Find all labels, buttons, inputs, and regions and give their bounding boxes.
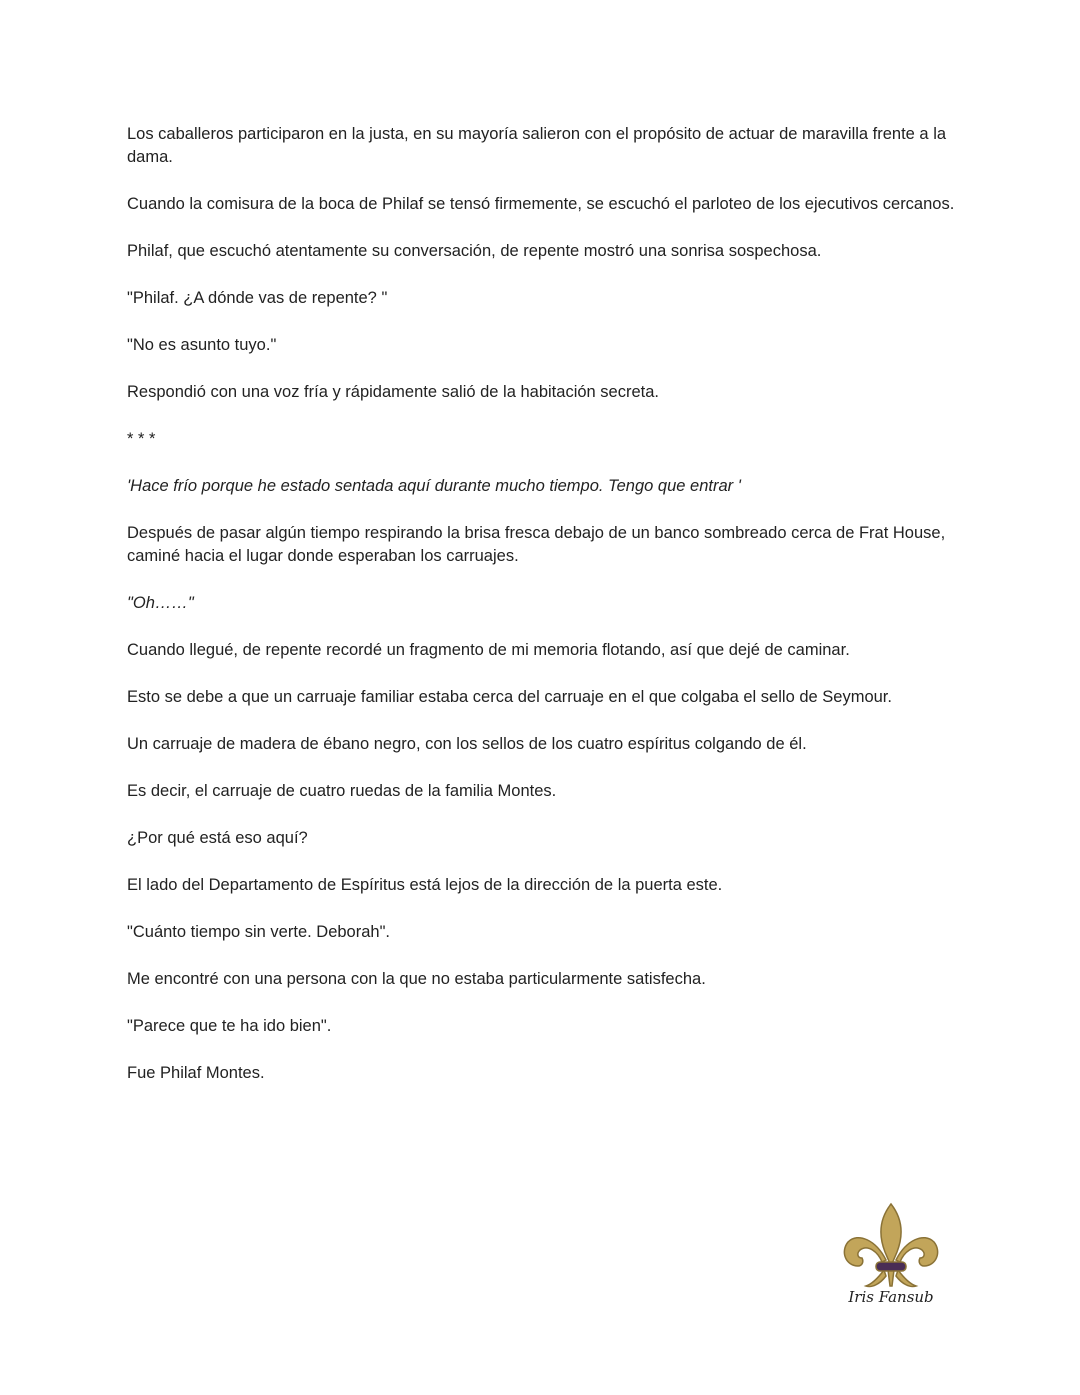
dialogue-line: "Philaf. ¿A dónde vas de repente? " [127, 289, 388, 307]
inner-thought: 'Hace frío porque he estado sentada aquí durante mucho tiempo. Tengo que entrar ' [127, 477, 741, 495]
paragraph: Un carruaje de madera de ébano negro, con los sellos de los cuatro espíritus colgando de él. [127, 735, 807, 753]
dialogue-line: "Cuánto tiempo sin verte. Deborah". [127, 923, 391, 941]
document-body [127, 123, 957, 1109]
paragraph: Cuando llegué, de repente recordé un fragmento de mi memoria flotando, así que dejé de caminar. [127, 641, 850, 659]
paragraph: ¿Por qué está eso aquí? [127, 829, 308, 847]
inner-thought: "Oh……" [127, 594, 194, 612]
paragraph: Respondió con una voz fría y rápidamente salió de la habitación secreta. [127, 383, 659, 401]
paragraph: Fue Philaf Montes. [127, 1064, 265, 1082]
paragraph: Cuando la comisura de la boca de Philaf se tensó firmemente, se escuchó el parloteo de los ejecutivos cercanos. [127, 195, 955, 213]
paragraph: Me encontré con una persona con la que no estaba particularmente satisfecha. [127, 970, 706, 988]
paragraph: Los caballeros participaron en la justa, en su mayoría salieron con el propósito de actuar de maravilla frente a la dama. [127, 125, 947, 166]
paragraph: Esto se debe a que un carruaje familiar estaba cerca del carruaje en el que colgaba el sello de Seymour. [127, 688, 892, 706]
dialogue-line: "Parece que te ha ido bien". [127, 1017, 332, 1035]
paragraph: Philaf, que escuchó atentamente su conversación, de repente mostró una sonrisa sospechosa. [127, 242, 822, 260]
paragraph: El lado del Departamento de Espíritus está lejos de la dirección de la puerta este. [127, 876, 723, 894]
logo-text: Iris Fansub [848, 1288, 934, 1306]
scene-break: * * * [127, 430, 156, 448]
dialogue-line: "No es asunto tuyo." [127, 336, 277, 354]
paragraph: Es decir, el carruaje de cuatro ruedas de la familia Montes. [127, 782, 557, 800]
fleur-de-lis-icon [836, 1200, 946, 1290]
iris-fansub-logo [836, 1200, 946, 1320]
paragraph: Después de pasar algún tiempo respirando la brisa fresca debajo de un banco sombreado cerca de Frat House, caminé hacia el lugar donde esperaban los carruajes. [127, 524, 946, 565]
